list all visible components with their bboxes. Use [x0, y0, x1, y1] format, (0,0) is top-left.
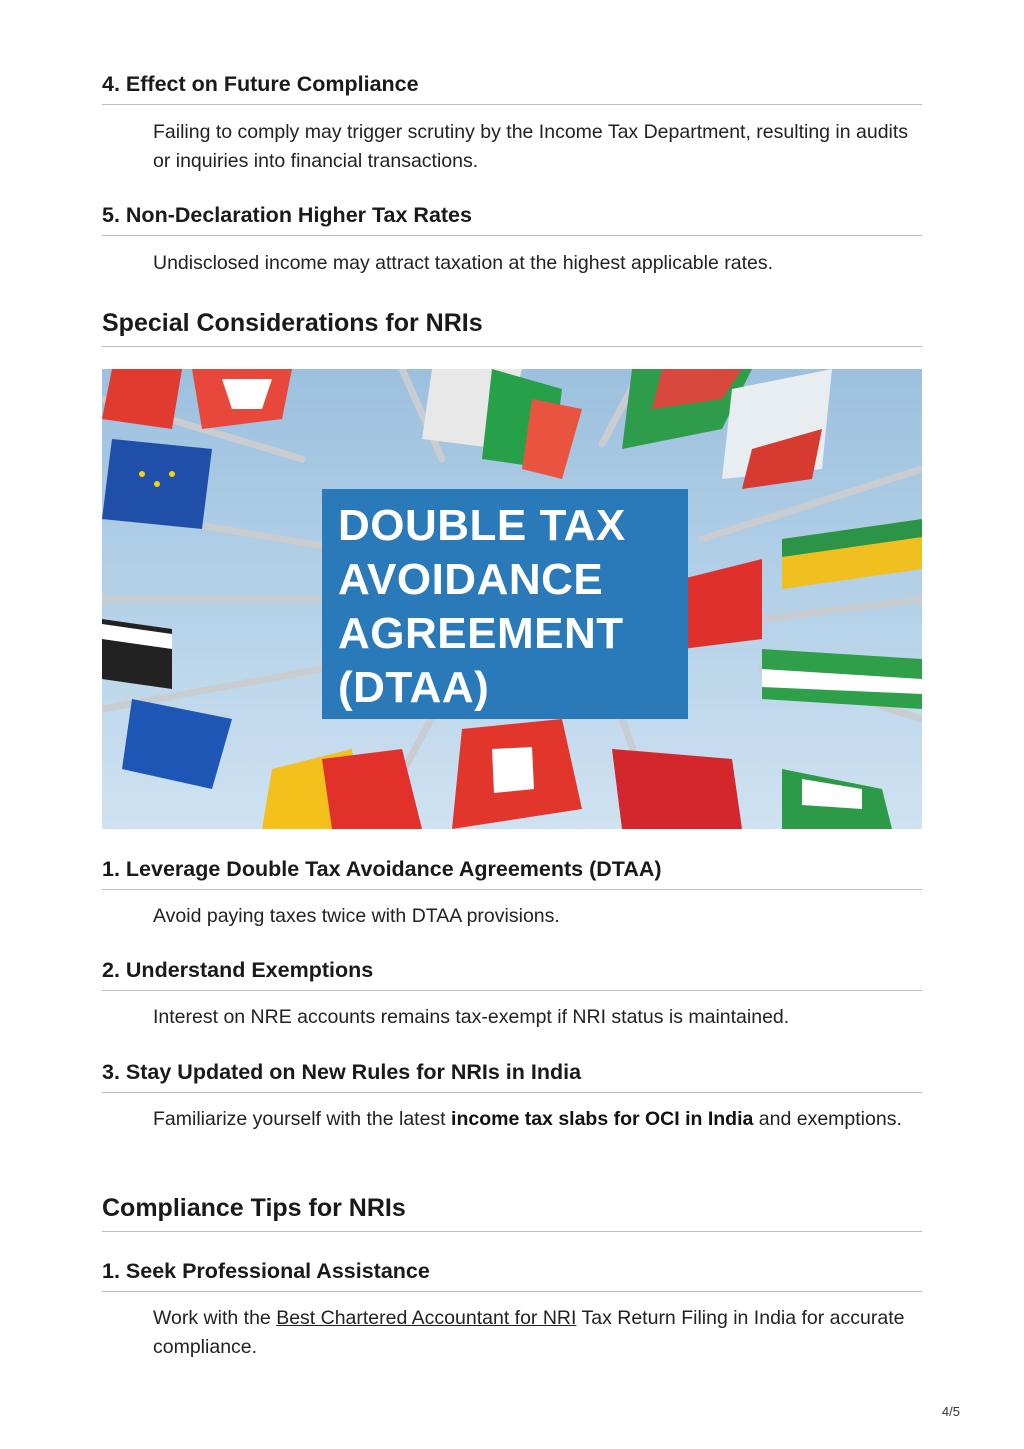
heading-understand-exemptions: 2. Understand Exemptions [102, 957, 922, 991]
paragraph-non-declaration: Undisclosed income may attract taxation at the highest applicable rates. [153, 252, 774, 274]
dtaa-title-line-3: AGREEMENT [338, 609, 624, 658]
heading-stay-updated: 3. Stay Updated on New Rules for NRIs in India [102, 1059, 922, 1093]
paragraph-seek-assistance [153, 1304, 913, 1362]
seek-assistance-text-before: Work with the [153, 1307, 277, 1329]
dtaa-hero-image [102, 369, 922, 829]
oci-tax-slabs-bold: income tax slabs for OCI in India [451, 1108, 754, 1130]
paragraph-effect-future-compliance: Failing to comply may trigger scrutiny by the Income Tax Department, resulting in audits or inquiries into financial transactions. [153, 121, 909, 172]
heading-seek-assistance: 1. Seek Professional Assistance [102, 1258, 922, 1292]
paragraph-stay-updated [153, 1105, 913, 1134]
stay-updated-text-after: and exemptions. [753, 1108, 902, 1130]
page-number: 4/5 [941, 1404, 960, 1419]
seek-assistance-text-after: Tax Return Filing in India for accurate compliance. [153, 1307, 905, 1358]
dtaa-title-line-1: DOUBLE TAX [338, 501, 626, 550]
best-ca-for-nri-link[interactable]: Best Chartered Accountant for NRI [276, 1307, 577, 1329]
dtaa-title-box [322, 489, 688, 719]
dtaa-title-line-2: AVOIDANCE [338, 555, 604, 604]
heading-leverage-dtaa: 1. Leverage Double Tax Avoidance Agreements (DTAA) [102, 856, 922, 890]
heading-effect-future-compliance: 4. Effect on Future Compliance [102, 71, 922, 105]
heading-special-considerations: Special Considerations for NRIs [102, 308, 922, 347]
stay-updated-text-before: Familiarize yourself with the latest [153, 1108, 452, 1130]
dtaa-title-line-4: (DTAA) [338, 663, 490, 712]
paragraph-leverage-dtaa: Avoid paying taxes twice with DTAA provisions. [153, 905, 560, 927]
heading-non-declaration: 5. Non-Declaration Higher Tax Rates [102, 202, 922, 236]
paragraph-understand-exemptions: Interest on NRE accounts remains tax-exempt if NRI status is maintained. [153, 1006, 790, 1028]
heading-compliance-tips: Compliance Tips for NRIs [102, 1193, 922, 1232]
